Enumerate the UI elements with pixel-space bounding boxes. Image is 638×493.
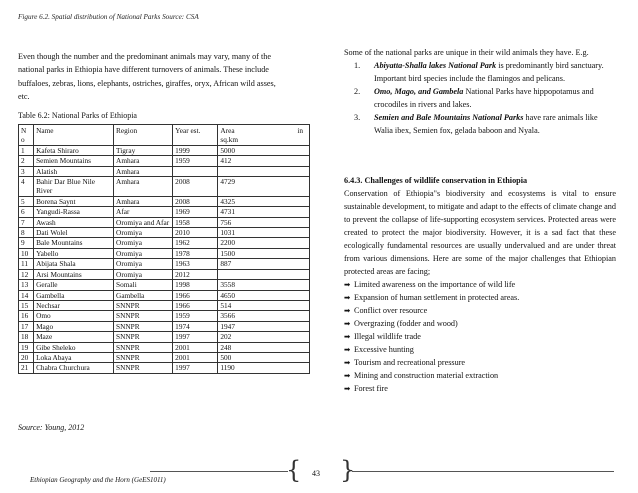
- cell-no: 16: [19, 311, 34, 321]
- cell-year: 1966: [173, 290, 218, 300]
- national-parks-table: [18, 124, 310, 374]
- right-arrow-icon: ➡: [344, 280, 351, 289]
- right-brace-ornament: }: [340, 456, 356, 484]
- right-arrow-icon: ➡: [344, 293, 351, 302]
- cell-area: [218, 269, 310, 279]
- cell-no: 9: [19, 238, 34, 248]
- challenge-text: Conflict over resource: [354, 306, 428, 315]
- table-row: [19, 280, 310, 290]
- right-arrow-icon: ➡: [344, 306, 351, 315]
- table-row: [19, 269, 310, 279]
- cell-no: 1: [19, 145, 34, 155]
- cell-year: 2012: [173, 269, 218, 279]
- challenge-text: Forest fire: [354, 384, 388, 393]
- cell-no: 4: [19, 177, 34, 197]
- cell-year: 2001: [173, 342, 218, 352]
- table-caption: Table 6.2: National Parks of Ethiopia: [18, 111, 137, 120]
- challenge-item: [344, 369, 616, 382]
- challenge-text: Expansion of human settlement in protected areas.: [354, 293, 520, 302]
- cell-year: 1959: [173, 156, 218, 166]
- intro-text: Even though the number and the predominant animals may vary, many of the national parks in Ethiopia have different turnovers of animals. These include buffaloes, zebras, lions, elephants, ostriches, giraffes, oryx, African wild asses, etc.: [18, 52, 276, 102]
- cell-year: [173, 166, 218, 176]
- cell-no: 17: [19, 321, 34, 331]
- cell-region: Oromiya: [114, 269, 173, 279]
- challenge-item: [344, 356, 616, 369]
- challenge-item: [344, 317, 616, 330]
- table-row: [19, 177, 310, 197]
- right-arrow-icon: ➡: [344, 345, 351, 354]
- cell-region: SNNPR: [114, 332, 173, 342]
- cell-area: 514: [218, 300, 310, 310]
- cell-name: Bale Mountains: [34, 238, 114, 248]
- right-arrow-icon: ➡: [344, 384, 351, 393]
- cell-area: 4650: [218, 290, 310, 300]
- challenge-item: [344, 330, 616, 343]
- cell-year: 1963: [173, 259, 218, 269]
- cell-name: Awash: [34, 217, 114, 227]
- header-area: [218, 125, 310, 146]
- cell-year: 1978: [173, 248, 218, 258]
- cell-name: Yabello: [34, 248, 114, 258]
- cell-region: Amhara: [114, 156, 173, 166]
- cell-year: 1999: [173, 145, 218, 155]
- cell-area: 756: [218, 217, 310, 227]
- table-row: [19, 290, 310, 300]
- table-row: [19, 311, 310, 321]
- header-area-unit: sq.km: [220, 135, 239, 145]
- table-row: [19, 196, 310, 206]
- cell-region: SNNPR: [114, 311, 173, 321]
- cell-year: 1974: [173, 321, 218, 331]
- left-brace-ornament: {: [286, 456, 302, 484]
- header-region: Region: [114, 125, 173, 146]
- cell-name: Geralle: [34, 280, 114, 290]
- cell-area: 500: [218, 352, 310, 362]
- section-heading: 6.4.3. Challenges of wildlife conservation in Ethiopia: [344, 176, 528, 185]
- cell-no: 3: [19, 166, 34, 176]
- cell-area: 412: [218, 156, 310, 166]
- cell-no: 8: [19, 228, 34, 238]
- item-park-names: Abiyatta-Shalla lakes National Park: [374, 61, 497, 70]
- page-number: 43: [312, 469, 320, 478]
- cell-year: 2008: [173, 177, 218, 197]
- item-text: [374, 59, 616, 85]
- table-row: [19, 217, 310, 227]
- cell-year: 1997: [173, 332, 218, 342]
- challenge-text: Mining and construction material extraction: [354, 371, 499, 380]
- cell-area: 3566: [218, 311, 310, 321]
- challenges-list: [344, 278, 616, 395]
- item-number: 2.: [354, 87, 361, 96]
- cell-no: 2: [19, 156, 34, 166]
- table-row: [19, 207, 310, 217]
- cell-no: 19: [19, 342, 34, 352]
- table-body: [19, 145, 310, 373]
- unique-park-item: [354, 85, 616, 111]
- cell-no: 14: [19, 290, 34, 300]
- cell-name: Nechsar: [34, 300, 114, 310]
- table-row: [19, 156, 310, 166]
- cell-region: SNNPR: [114, 321, 173, 331]
- table-row: [19, 238, 310, 248]
- intro-paragraph: [18, 50, 280, 104]
- unique-park-item: [354, 111, 616, 137]
- table-row: [19, 321, 310, 331]
- cell-name: Abijata Shala: [34, 259, 114, 269]
- cell-area: 4325: [218, 196, 310, 206]
- challenge-item: [344, 278, 616, 291]
- cell-area: 4729: [218, 177, 310, 197]
- cell-area: 1031: [218, 228, 310, 238]
- right-arrow-icon: ➡: [344, 332, 351, 341]
- cell-no: 7: [19, 217, 34, 227]
- header-area-label: Area: [220, 126, 235, 135]
- cell-name: Loka Abaya: [34, 352, 114, 362]
- header-name: Name: [34, 125, 114, 146]
- challenge-text: Overgrazing (fodder and wood): [354, 319, 458, 328]
- unique-intro: Some of the national parks are unique in their wild animals they have. E.g.: [344, 48, 589, 57]
- header-area-in: in: [297, 126, 303, 135]
- cell-name: Maze: [34, 332, 114, 342]
- table-row: [19, 166, 310, 176]
- table-row: [19, 145, 310, 155]
- table-row: [19, 259, 310, 269]
- cell-area: 202: [218, 332, 310, 342]
- cell-name: Arsi Mountains: [34, 269, 114, 279]
- cell-region: Oromiya: [114, 238, 173, 248]
- cell-no: 6: [19, 207, 34, 217]
- cell-area: 248: [218, 342, 310, 352]
- section-paragraph: Conservation of Ethiopia"s biodiversity and ecosystems is vital to ensure sustainable development, to mitigate and adapt to the effects of climate change and to prevent the collapse of life-supporting ecosystem services. Protected areas were created to protect the major biodiversity. However, it is a sad fact that these ecologically fundamental resources are usually undervalued and are under threat from various dimensions. Here are some of the major challenges that Ethiopian protected areas are facing;: [344, 189, 616, 276]
- cell-area: 4731: [218, 207, 310, 217]
- cell-region: Amhara: [114, 196, 173, 206]
- challenge-item: [344, 382, 616, 395]
- challenges-section: [344, 174, 616, 395]
- cell-no: 5: [19, 196, 34, 206]
- cell-no: 15: [19, 300, 34, 310]
- item-description: is predominantly bird sanctuary. Important bird species include the flamingos and pelicans.: [374, 61, 604, 83]
- cell-name: Gambella: [34, 290, 114, 300]
- table-header-row: [19, 125, 310, 146]
- table-source: Source: Young, 2012: [18, 423, 85, 432]
- challenge-text: Limited awareness on the importance of wild life: [354, 280, 516, 289]
- cell-name: Semien Mountains: [34, 156, 114, 166]
- table-row: [19, 248, 310, 258]
- cell-name: Omo: [34, 311, 114, 321]
- figure-caption: Figure 6.2. Spatial distribution of National Parks Source: CSA: [18, 13, 199, 21]
- cell-area: 887: [218, 259, 310, 269]
- item-park-names: Semien and Bale Mountains National Parks: [374, 113, 524, 122]
- cell-year: 1969: [173, 207, 218, 217]
- cell-area: 3558: [218, 280, 310, 290]
- cell-region: Tigray: [114, 145, 173, 155]
- cell-name: Gibe Sheleko: [34, 342, 114, 352]
- challenge-item: [344, 304, 616, 317]
- cell-region: Amhara: [114, 166, 173, 176]
- right-arrow-icon: ➡: [344, 319, 351, 328]
- cell-no: 12: [19, 269, 34, 279]
- item-number: 1.: [354, 61, 361, 70]
- right-arrow-icon: ➡: [344, 371, 351, 380]
- item-description: National Parks have hippopotamus and crocodiles in rivers and lakes.: [374, 87, 594, 109]
- table-row: [19, 342, 310, 352]
- cell-region: Oromiya: [114, 248, 173, 258]
- cell-no: 20: [19, 352, 34, 362]
- header-no: N o: [19, 125, 34, 146]
- cell-region: Oromiya: [114, 259, 173, 269]
- cell-region: SNNPR: [114, 300, 173, 310]
- cell-year: 1959: [173, 311, 218, 321]
- cell-area: 2200: [218, 238, 310, 248]
- challenge-text: Excessive hunting: [354, 345, 414, 354]
- cell-name: Kafeta Shiraro: [34, 145, 114, 155]
- cell-year: 1962: [173, 238, 218, 248]
- cell-name: Chabra Churchura: [34, 363, 114, 373]
- cell-year: 1958: [173, 217, 218, 227]
- cell-region: Afar: [114, 207, 173, 217]
- cell-area: 5000: [218, 145, 310, 155]
- cell-region: Oromiya: [114, 228, 173, 238]
- cell-region: Gambella: [114, 290, 173, 300]
- unique-parks-block: [344, 46, 616, 137]
- cell-no: 13: [19, 280, 34, 290]
- cell-area: [218, 166, 310, 176]
- unique-park-item: [354, 59, 616, 85]
- item-description: have rare animals like Walia ibex, Semien fox, gelada baboon and Nyala.: [374, 113, 598, 135]
- cell-year: 2008: [173, 196, 218, 206]
- cell-area: 1190: [218, 363, 310, 373]
- cell-region: Amhara: [114, 177, 173, 197]
- footer-course-title: Ethiopian Geography and the Horn (GeES1011): [30, 476, 166, 484]
- cell-no: 11: [19, 259, 34, 269]
- cell-name: Alatish: [34, 166, 114, 176]
- challenge-item: [344, 343, 616, 356]
- item-park-names: Omo, Mago, and Gambela: [374, 87, 464, 96]
- cell-region: Oromiya and Afar: [114, 217, 173, 227]
- table-row: [19, 300, 310, 310]
- cell-region: SNNPR: [114, 352, 173, 362]
- cell-name: Dati Wolel: [34, 228, 114, 238]
- challenge-text: Illegal wildlife trade: [354, 332, 421, 341]
- header-year: Year est.: [173, 125, 218, 146]
- table-row: [19, 352, 310, 362]
- item-number: 3.: [354, 113, 361, 122]
- cell-area: 1500: [218, 248, 310, 258]
- cell-year: 2001: [173, 352, 218, 362]
- cell-region: SNNPR: [114, 363, 173, 373]
- cell-name: Mago: [34, 321, 114, 331]
- item-text: [374, 85, 616, 111]
- item-text: [374, 111, 616, 137]
- cell-region: Somali: [114, 280, 173, 290]
- cell-area: 1947: [218, 321, 310, 331]
- table-row: [19, 228, 310, 238]
- challenge-item: [344, 291, 616, 304]
- cell-year: 2010: [173, 228, 218, 238]
- table-row: [19, 363, 310, 373]
- footer-rule-right: [352, 471, 614, 472]
- cell-year: 1966: [173, 300, 218, 310]
- cell-year: 1997: [173, 363, 218, 373]
- cell-name: Yangudi-Rassa: [34, 207, 114, 217]
- cell-name: Borena Saynt: [34, 196, 114, 206]
- challenge-text: Tourism and recreational pressure: [354, 358, 466, 367]
- cell-no: 18: [19, 332, 34, 342]
- footer-rule-left: [150, 471, 288, 472]
- table-row: [19, 332, 310, 342]
- unique-parks-list: [344, 59, 616, 137]
- cell-no: 21: [19, 363, 34, 373]
- cell-year: 1998: [173, 280, 218, 290]
- right-arrow-icon: ➡: [344, 358, 351, 367]
- cell-region: SNNPR: [114, 342, 173, 352]
- cell-no: 10: [19, 248, 34, 258]
- cell-name: Bahir Dar Blue Nile River: [34, 177, 114, 197]
